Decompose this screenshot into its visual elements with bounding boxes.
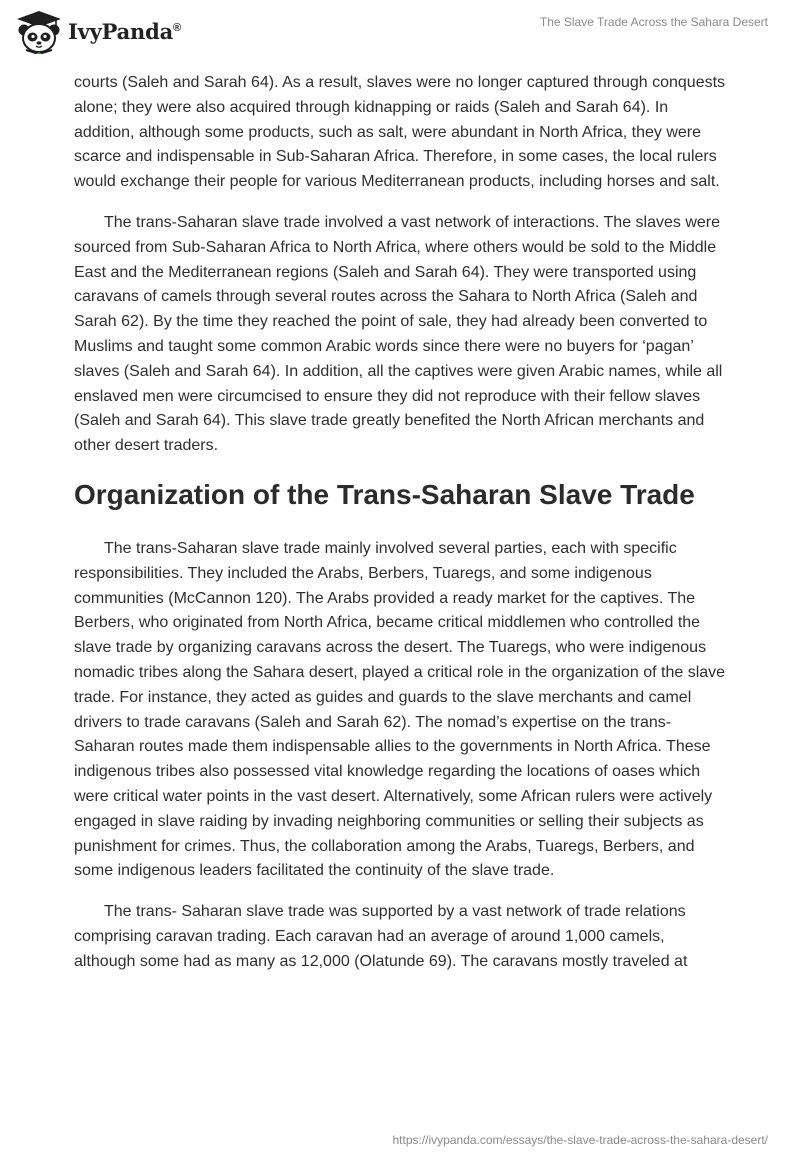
paragraph-2: The trans-Saharan slave trade involved a vast network of interactions. The slaves were sourced from Sub-Saharan Africa to North Africa, where others would be sold to the Middle East and the Mediterranean regions (Saleh and Sarah 64). They were transported using caravans of camels through several routes across the Sahara to North Africa (Saleh and Sarah 62). By the time they reached the point of sale, they had already been converted to Muslims and taught some common Arabic words since there were no buyers for ‘pagan’ slaves (Saleh and Sarah 64). In addition, all the captives were given Arabic names, while all enslaved men were circumcised to ensure they did not reproduce with their fellow slaves (Saleh and Sarah 64). This slave trade greatly benefited the North African merchants and other desert traders. — [74, 213, 723, 455]
paragraph-1: courts (Saleh and Sarah 64). As a result, slaves were no longer captured through conquests alone; they were also acquired through kidnapping or raids (Saleh and Sarah 64). In addition, although some products, such as salt, were abundant in North Africa, they were scarce and indispensable in Sub-Saharan Africa. Therefore, in some cases, the local rulers would exchange their people for various Mediterranean products, including horses and salt. — [74, 74, 726, 191]
document-title: The Slave Trade Across the Sahara Desert — [539, 15, 768, 29]
panda-graduate-icon — [14, 8, 64, 54]
source-url[interactable]: https://ivypanda.com/essays/the-slave-trade-across-the-sahara-desert/ — [392, 1133, 768, 1147]
paragraph-3: The trans-Saharan slave trade mainly involved several parties, each with specific responsibilities. They included the Arabs, Berbers, Tuaregs, and some indigenous communities (McCannon 120). The Arabs provided a ready market for the captives. The Berbers, who originated from North Africa, became critical middlemen who controlled the slave trade by organizing caravans across the desert. The Tuaregs, who were indigenous nomadic tribes along the Sahara desert, played a critical role in the organization of the slave trade. For instance, they acted as guides and guards to the slave merchants and camel drivers to trade caravans (Saleh and Sarah 62). The nomad’s expertise on the trans-Saharan routes made them indispensable allies to the governments in North Africa. These indigenous tribes also possessed vital knowledge regarding the locations of oases which were critical water points in the vast desert. Alternatively, some African rulers were actively engaged in slave raiding by invading neighboring communities or selling their subjects as punishment for crimes. Thus, the collaboration among the Arabs, Tuaregs, Berbers, and some indigenous leaders facilitated the continuity of the slave trade. — [74, 539, 726, 880]
essay-body — [74, 71, 726, 991]
ivypanda-logo[interactable] — [14, 8, 181, 54]
logo-text: IvyPanda® — [68, 18, 181, 44]
section-heading: Organization of the Trans-Saharan Slave Trade — [74, 478, 695, 510]
page-header — [0, 0, 800, 70]
paragraph-4: The trans- Saharan slave trade was supported by a vast network of trade relations comprising caravan trading. Each caravan had an average of around 1,000 camels, although some had as many as 12,000 (Olatunde 69). The caravans mostly traveled at — [74, 903, 688, 970]
